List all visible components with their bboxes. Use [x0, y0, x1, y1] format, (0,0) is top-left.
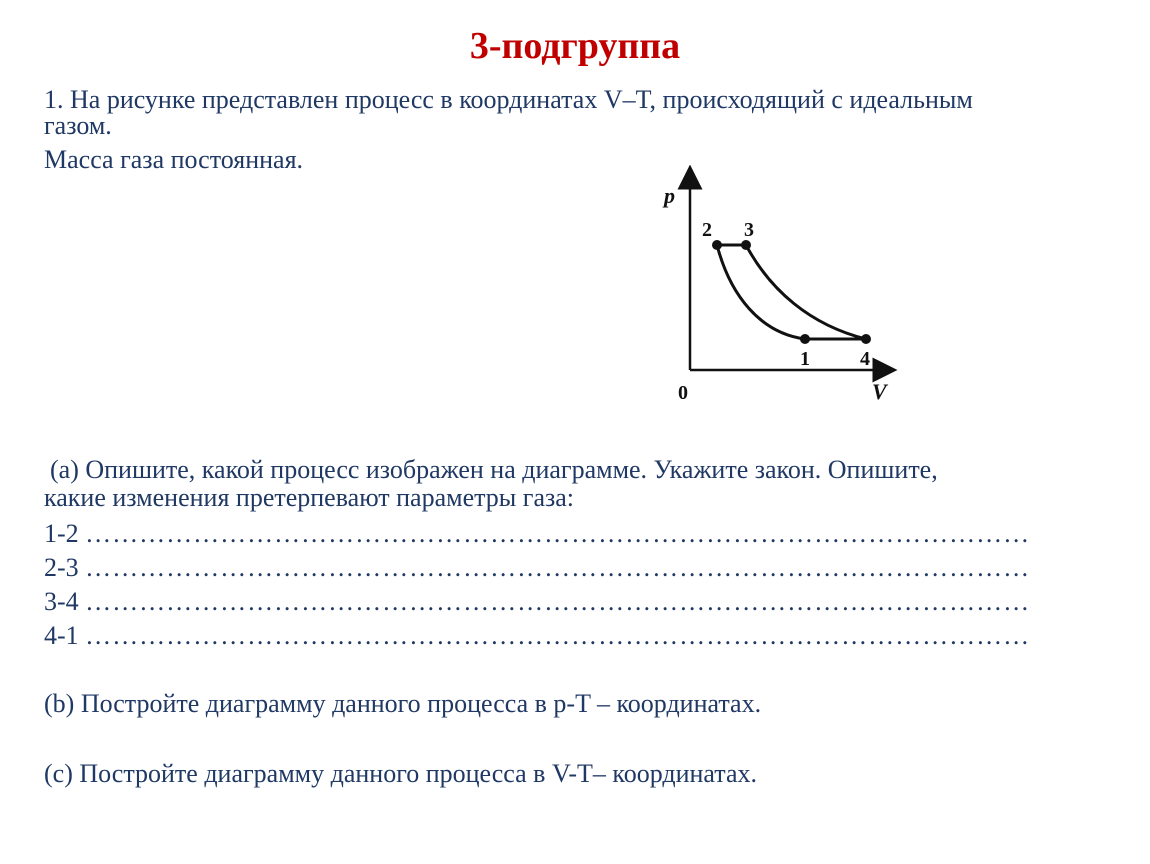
point-label-2: 2	[702, 219, 712, 241]
point-4	[861, 334, 871, 344]
answer-row-dots: ……………………………………………………………………………………………	[85, 519, 1031, 548]
point-2	[712, 240, 722, 250]
point-label-3: 3	[744, 219, 754, 241]
process-curve-1-2	[717, 245, 805, 339]
y-axis-label: p	[664, 183, 675, 208]
question-a-line1: (a) Опишите, какой процесс изображен на диаграмме. Укажите закон. Опишите,	[50, 455, 938, 484]
task-text-line2: газом.	[44, 111, 112, 140]
answer-row-label: 3-4	[44, 587, 79, 616]
point-1	[800, 334, 810, 344]
question-a-line2: какие изменения претерпевают параметры газа:	[44, 483, 575, 512]
answer-row-2-3	[44, 554, 1030, 582]
task-mass-note: Масса газа постоянная.	[44, 145, 304, 174]
process-curve-3-4	[746, 245, 866, 339]
answer-row-label: 1-2	[44, 519, 79, 548]
answer-row-4-1	[44, 622, 1030, 650]
answer-row-label: 2-3	[44, 553, 79, 582]
x-axis-label: V	[872, 379, 887, 404]
point-label-4: 4	[860, 348, 870, 370]
answer-row-dots: ……………………………………………………………………………………………	[85, 587, 1031, 616]
point-3	[741, 240, 751, 250]
answer-row-1-2	[44, 520, 1030, 548]
question-c: (c) Постройте диаграмму данного процесса в V-T– координатах.	[44, 759, 757, 788]
answer-row-dots: ……………………………………………………………………………………………	[85, 553, 1031, 582]
point-label-1: 1	[800, 348, 810, 370]
answer-row-dots: ……………………………………………………………………………………………	[85, 621, 1031, 650]
page-title: 3-подгруппа	[469, 25, 681, 67]
pv-diagram	[640, 165, 920, 415]
answer-row-3-4	[44, 588, 1030, 616]
question-b: (b) Постройте диаграмму данного процесса в p-T – координатах.	[44, 689, 762, 718]
origin-label: 0	[678, 382, 688, 404]
answer-row-label: 4-1	[44, 621, 79, 650]
task-text-line1: 1. На рисунке представлен процесс в координатах V–T, происходящий с идеальным	[44, 85, 973, 114]
